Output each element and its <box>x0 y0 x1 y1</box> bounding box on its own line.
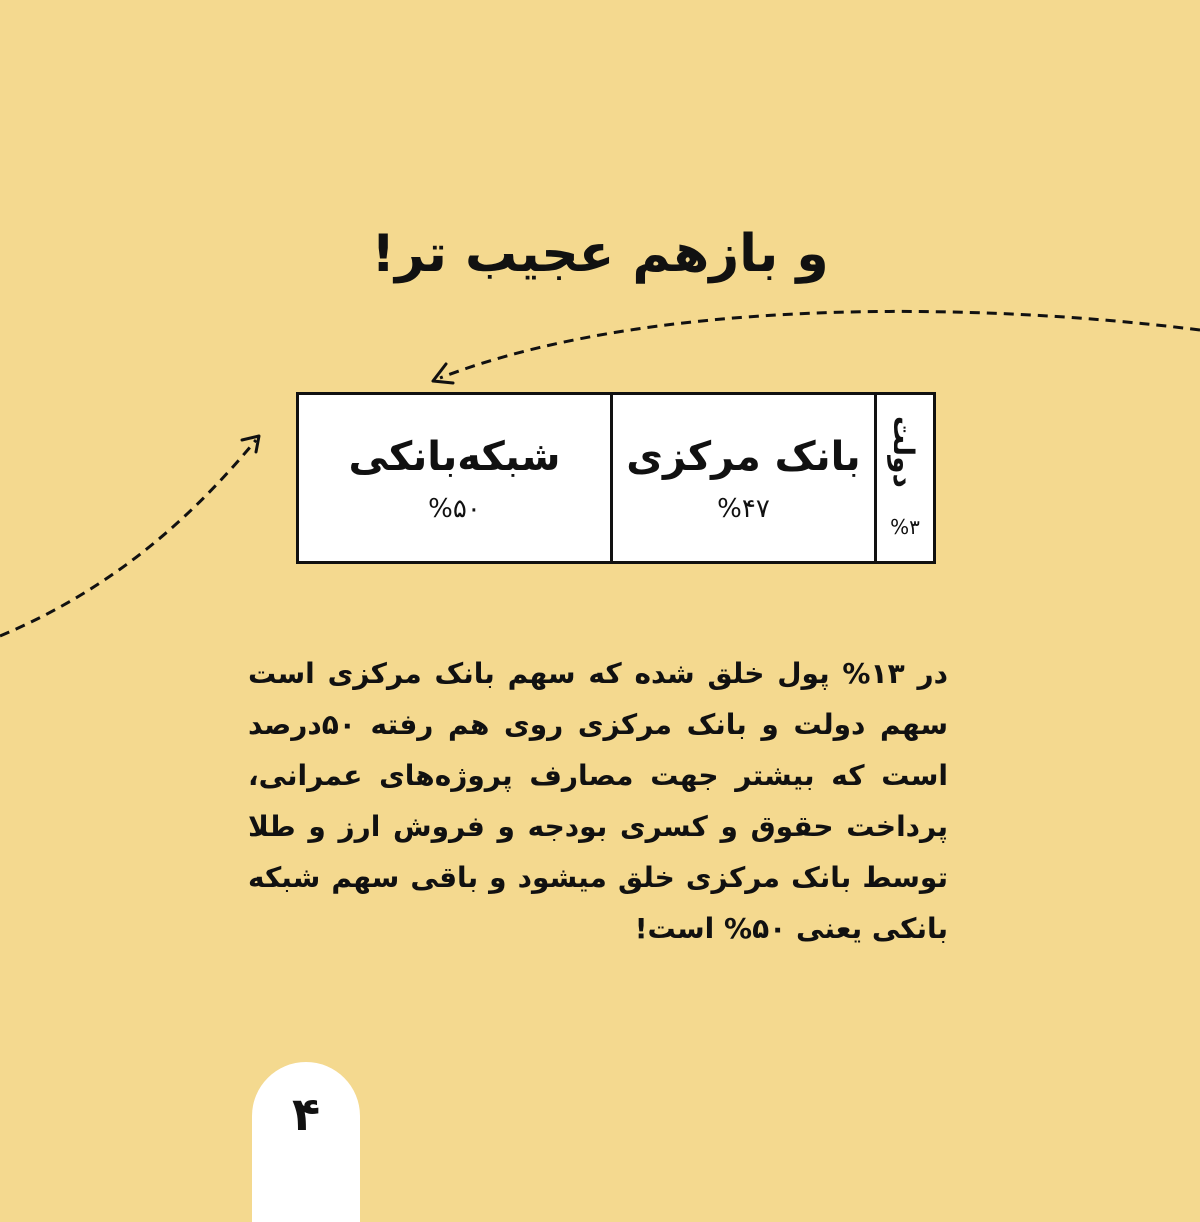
cell-government <box>877 395 933 561</box>
page-number: ۴ <box>291 1087 321 1141</box>
cell-central-bank <box>613 395 877 561</box>
page-number-tab <box>252 1062 360 1222</box>
cell-banking-network <box>299 395 613 561</box>
arrow-top-curve <box>440 311 1200 378</box>
government-label: دولت <box>887 416 920 488</box>
money-creation-share-table <box>296 392 936 564</box>
body-paragraph: در ۱۳% پول خلق شده که سهم بانک مرکزی است سهم دولت و بانک مرکزی روی هم رفته ۵۰درصد است که بیشتر جهت مصارف پروژه‌های عمرانی، پرداخت حقوق و کسری بودجه و فروش ارز و طلا توسط بانک مرکزی خلق میشود و باقی سهم شبکه بانکی یعنی ۵۰% است! <box>248 657 948 945</box>
page-title: و بازهم عجیب تر! <box>371 224 829 284</box>
arrow-left-head <box>242 436 259 452</box>
central-bank-label: بانک مرکزی <box>626 434 861 480</box>
government-percent: %۳ <box>890 515 920 539</box>
banking-network-percent: %۵۰ <box>428 494 481 524</box>
banking-network-label: شبکه‌بانکی <box>348 434 561 480</box>
arrow-left-curve <box>0 440 256 636</box>
central-bank-percent: %۴۷ <box>717 494 770 524</box>
